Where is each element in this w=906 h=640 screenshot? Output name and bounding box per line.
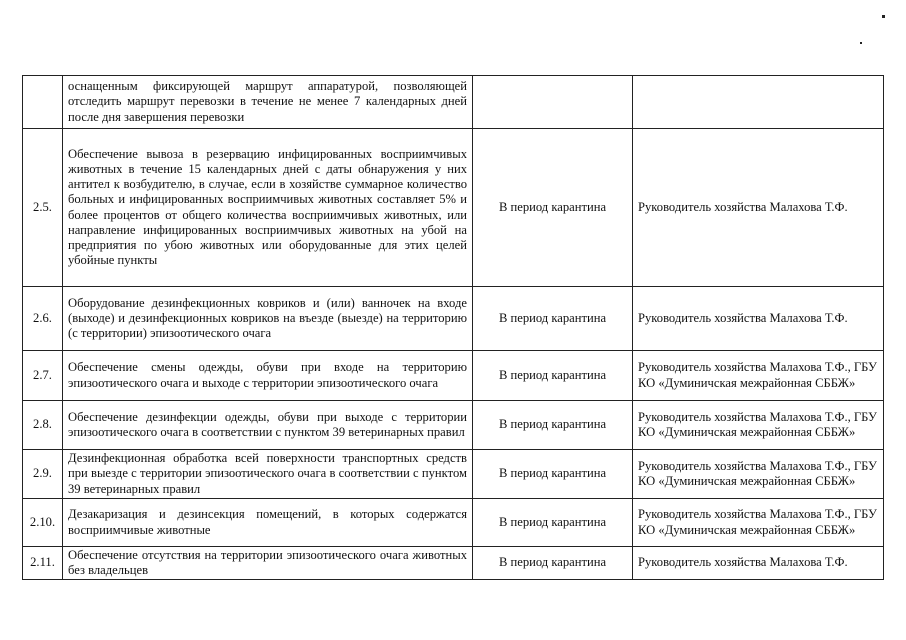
- row-period: В период карантина: [473, 499, 633, 547]
- row-number: 2.7.: [23, 351, 63, 401]
- row-period: [473, 76, 633, 129]
- row-description: Оборудование дезинфекционных ковриков и (или) ванночек на входе (выходе) и дезинфекционных ковриков на въезде (выезде) на территорию (с территории) эпизоотического очага: [63, 287, 473, 351]
- row-number: 2.8.: [23, 401, 63, 450]
- table-row: [23, 401, 884, 450]
- table-row: [23, 351, 884, 401]
- table-row: [23, 287, 884, 351]
- row-responsible: Руководитель хозяйства Малахова Т.Ф., ГБУ КО «Думиничская межрайонная СББЖ»: [633, 499, 884, 547]
- scan-speck: [882, 15, 885, 18]
- scan-speck: [860, 42, 862, 44]
- row-period: В период карантина: [473, 129, 633, 287]
- row-responsible: Руководитель хозяйства Малахова Т.Ф.: [633, 129, 884, 287]
- row-period: В период карантина: [473, 287, 633, 351]
- row-responsible: [633, 76, 884, 129]
- row-responsible: Руководитель хозяйства Малахова Т.Ф., ГБУ КО «Думиничская межрайонная СББЖ»: [633, 450, 884, 499]
- row-description: Обеспечение вывоза в резервацию инфицированных восприимчивых животных в течение 15 календарных дней с даты обнаружения у них антител к возбудителю, в случае, если в хозяйстве суммарное количество больных и инфицированных восприимчивых животных составляет 5% и более процентов от общего количества восприимчивых животных, или направление инфицированных восприимчивых животных на убой на предприятия по убою животных или оборудованные для этих целей убойные пункты: [63, 129, 473, 287]
- row-responsible: Руководитель хозяйства Малахова Т.Ф., ГБУ КО «Думиничская межрайонная СББЖ»: [633, 401, 884, 450]
- row-period: В период карантина: [473, 401, 633, 450]
- row-description: Дезакаризация и дезинсекция помещений, в которых содержатся восприимчивые животные: [63, 499, 473, 547]
- row-period: В период карантина: [473, 450, 633, 499]
- row-number: 2.9.: [23, 450, 63, 499]
- row-number: [23, 76, 63, 129]
- row-period: В период карантина: [473, 547, 633, 580]
- table-row: [23, 499, 884, 547]
- row-number: 2.11.: [23, 547, 63, 580]
- measures-table: [22, 75, 884, 580]
- table-row: [23, 76, 884, 129]
- table-row: [23, 547, 884, 580]
- row-description: Обеспечение дезинфекции одежды, обуви при выходе с территории эпизоотического очага в соответствии с пунктом 39 ветеринарных правил: [63, 401, 473, 450]
- row-number: 2.5.: [23, 129, 63, 287]
- row-description: Дезинфекционная обработка всей поверхности транспортных средств при выезде с территории эпизоотического очага в соответствии с пунктом 39 ветеринарных правил: [63, 450, 473, 499]
- table-row: [23, 450, 884, 499]
- row-responsible: Руководитель хозяйства Малахова Т.Ф.: [633, 547, 884, 580]
- row-number: 2.10.: [23, 499, 63, 547]
- row-period: В период карантина: [473, 351, 633, 401]
- row-description: оснащенным фиксирующей маршрут аппаратурой, позволяющей отследить маршрут перевозки в течение не менее 7 календарных дней после дня завершения перевозки: [63, 76, 473, 129]
- row-responsible: Руководитель хозяйства Малахова Т.Ф., ГБУ КО «Думиничская межрайонная СББЖ»: [633, 351, 884, 401]
- row-responsible: Руководитель хозяйства Малахова Т.Ф.: [633, 287, 884, 351]
- table-row: [23, 129, 884, 287]
- row-description: Обеспечение отсутствия на территории эпизоотического очага животных без владельцев: [63, 547, 473, 580]
- row-number: 2.6.: [23, 287, 63, 351]
- row-description: Обеспечение смены одежды, обуви при входе на территорию эпизоотического очага и выходе с территории эпизоотического очага: [63, 351, 473, 401]
